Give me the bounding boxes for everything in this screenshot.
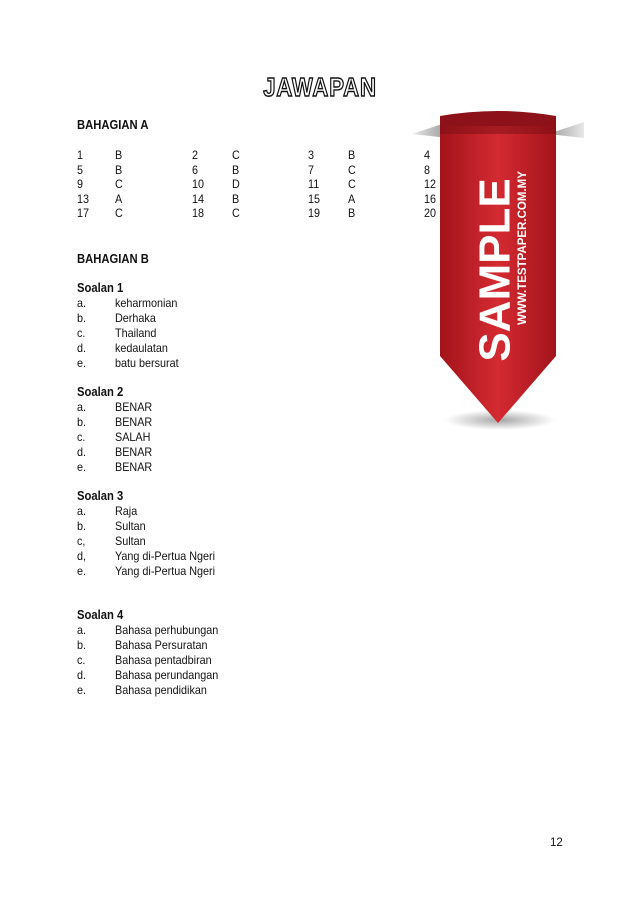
section-heading-a: BAHAGIAN A <box>77 118 149 132</box>
answer: C <box>115 177 123 191</box>
answer: C <box>115 206 123 220</box>
answer: C <box>348 163 356 177</box>
answer: B <box>115 148 123 162</box>
question-number: 3 <box>308 148 315 162</box>
question-number: 18 <box>192 206 205 220</box>
answer: B <box>232 163 240 177</box>
question-number: 13 <box>77 192 90 206</box>
question-number: 15 <box>308 192 321 206</box>
sample-ribbon-watermark <box>412 108 584 438</box>
question-heading: Soalan 4 <box>77 608 124 622</box>
question-number: 12 <box>424 177 437 191</box>
question-number: 5 <box>77 163 84 177</box>
question-number: 9 <box>77 177 84 191</box>
answer: A <box>348 192 356 206</box>
answer: B <box>232 192 240 206</box>
ribbon-url-text: WWW.TESTPAPER.COM.MY <box>517 171 530 325</box>
question-number: 10 <box>192 177 205 191</box>
question-number: 4 <box>424 148 431 162</box>
question-number: 14 <box>192 192 205 206</box>
question-number: 20 <box>424 206 437 220</box>
question-heading: Soalan 2 <box>77 385 124 399</box>
answer: C <box>232 148 240 162</box>
answer: B <box>348 148 356 162</box>
question-number: 1 <box>77 148 84 162</box>
question-number: 19 <box>308 206 321 220</box>
answer: C <box>348 177 356 191</box>
question-number: 11 <box>308 177 320 191</box>
question-number: 16 <box>424 192 437 206</box>
ribbon-sample-text: SAMPLE <box>470 178 520 362</box>
answer: B <box>348 206 356 220</box>
question-heading: Soalan 3 <box>77 489 124 503</box>
question-number: 2 <box>192 148 199 162</box>
answer: C <box>232 206 240 220</box>
question-heading: Soalan 1 <box>77 281 124 295</box>
answer: A <box>115 192 123 206</box>
page-number: 12 <box>550 837 563 849</box>
answer: D <box>232 177 240 191</box>
question-number: 8 <box>424 163 431 177</box>
question-number: 17 <box>77 206 90 220</box>
answer: B <box>115 163 123 177</box>
section-heading-b: BAHAGIAN B <box>77 252 149 266</box>
page-title: JAWAPAN <box>263 72 377 102</box>
question-number: 6 <box>192 163 199 177</box>
question-number: 7 <box>308 163 315 177</box>
